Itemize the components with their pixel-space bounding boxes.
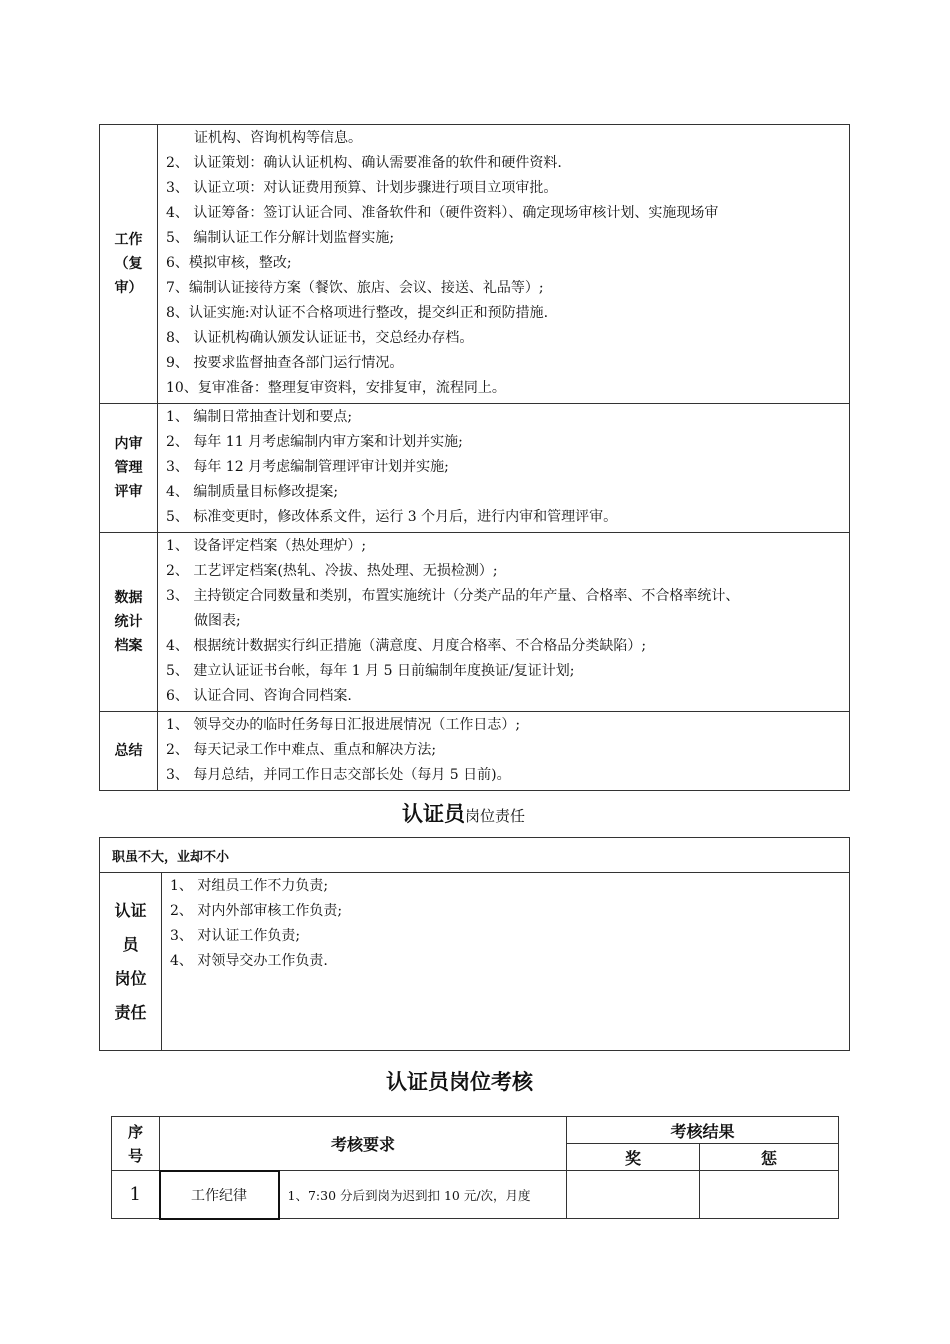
col-header-result: 考核结果 (567, 1117, 839, 1144)
col-header-seq: 序号 (112, 1117, 160, 1171)
row-content-work: 证机构、咨询机构等信息。 2、 认证策划：确认认证机构、确认需要准备的软件和硬件资料. 3、 认证立项：对认证费用预算、计划步骤进行项目立项审批。 4、 认证筹备：签订认证合同、准备软件和（硬件资料）、确定现场审核计划、实施现场审 5、 编制认证工作分解计划监督实施; 6、模拟审核，整改; 7、编制认证接待方案（餐饮、旅店、会议、接送、礼品等）; 8、认证实施:对认证不合格项进行整改，提交纠正和预防措施. 8、 认证机构确认颁发认证证书，交总经办存档。 9、 按要求监督抽查各部门运行情况。 10、复审准备：整理复审资料，安排复审，流程同上。 (158, 125, 850, 404)
table-row (100, 404, 850, 533)
row-label-data-archive: 数据 统计 档案 (100, 533, 158, 712)
col-header-reward: 奖 (567, 1144, 700, 1171)
section-title-assessment: 认证员岗位考核 (386, 1070, 533, 1094)
row-reward (567, 1171, 700, 1219)
table-row (100, 533, 850, 712)
assessment-table (111, 1116, 839, 1220)
responsibility-table (99, 837, 850, 1051)
row-label-internal-audit: 内审 管理 评审 (100, 404, 158, 533)
responsibility-content: 1、 对组员工作不力负责; 2、 对内外部审核工作负责; 3、 对认证工作负责; 4、 对领导交办工作负责. (162, 873, 850, 1051)
row-label-work: 工作 （复 审） (100, 125, 158, 404)
table-row (100, 712, 850, 791)
row-item: 工作纪律 (160, 1171, 279, 1219)
row-seq: 1 (112, 1171, 160, 1219)
responsibility-label: 认证 员 岗位 责任 (100, 873, 162, 1051)
row-content-summary: 1、 领导交办的临时任务每日汇报进展情况（工作日志）; 2、 每天记录工作中难点、重点和解决方法; 3、 每月总结，并同工作日志交部长处（每月 5 日前)。 (158, 712, 850, 791)
table-row (100, 125, 850, 404)
col-header-penalty: 惩 (700, 1144, 839, 1171)
row-content-data-archive: 1、 设备评定档案（热处理炉）; 2、 工艺评定档案(热轧、冷拔、热处理、无损检测）; 3、 主持锁定合同数量和类别，布置实施统计（分类产品的年产量、合格率、不合格率统计、 做图表; 4、 根据统计数据实行纠正措施（满意度、月度合格率、不合格品分类缺陷）; 5、 建立认证证书台帐，每年 1 月 5 日前编制年度换证/复证计划; 6、 认证合同、咨询合同档案. (158, 533, 850, 712)
row-penalty (700, 1171, 839, 1219)
responsibility-header: 职虽不大，业却不小 (100, 838, 850, 873)
row-label-summary: 总结 (100, 712, 158, 791)
table-row (112, 1171, 839, 1219)
col-header-requirement: 考核要求 (160, 1117, 567, 1171)
duty-table (99, 124, 850, 791)
row-content-internal-audit: 1、 编制日常抽查计划和要点; 2、 每年 11 月考虑编制内审方案和计划并实施; 3、 每年 12 月考虑编制管理评审计划并实施; 4、 编制质量目标修改提案; 5、 标准变更时，修改体系文件，运行 3 个月后，进行内审和管理评审。 (158, 404, 850, 533)
row-description: 1、7:30 分后到岗为迟到扣 10 元/次，月度 (279, 1171, 567, 1219)
section-title-duty: 认证员岗位责任 (402, 802, 526, 826)
